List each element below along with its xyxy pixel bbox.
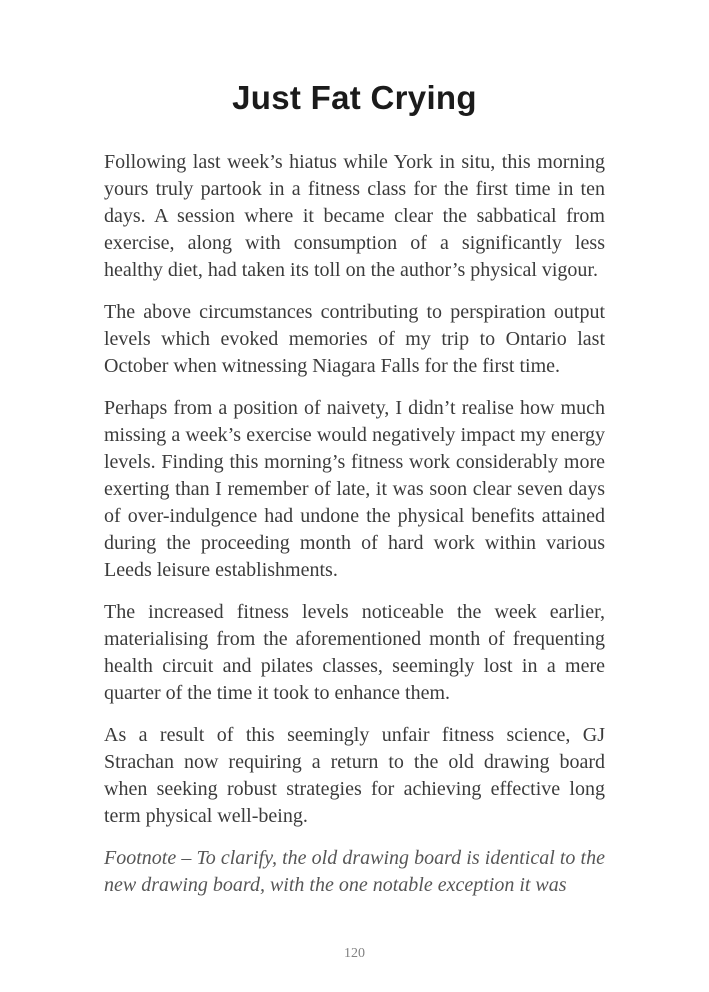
page-number: 120: [344, 946, 365, 961]
paragraph-2: The above circumstances contributing to perspiration output levels which evoked memories of my trip to Ontario last October when witnessing Niagara Falls for the first time.: [104, 301, 605, 377]
paragraph-4: The increased fitness levels noticeable the week earlier, materialising from the aforementioned month of frequenting health circuit and pilates classes, seemingly lost in a mere quarter of the time it took to enhance them.: [104, 601, 605, 704]
paragraph-5: As a result of this seemingly unfair fitness science, GJ Strachan now requiring a return to the old drawing board when seeking robust strategies for achieving effective long term physical well-being.: [104, 724, 605, 827]
page-footer: [0, 944, 709, 962]
paragraph-1: Following last week’s hiatus while York in situ, this morning yours truly partook in a fitness class for the first time in ten days. A session where it became clear the sabbatical from exercise, along with consumption of a significantly less healthy diet, had taken its toll on the author’s physical vigour.: [104, 151, 605, 281]
page-title: Just Fat Crying: [232, 79, 477, 116]
footnote-paragraph: Footnote – To clarify, the old drawing board is identical to the new drawing board, with the one notable exception it was: [104, 847, 605, 896]
paragraph-3: Perhaps from a position of naivety, I didn’t realise how much missing a week’s exercise would negatively impact my energy levels. Finding this morning’s fitness work considerably more exerting than I remember of late, it was soon clear seven days of over-indulgence had undone the physical benefits attained during the proceeding month of hard work within various Leeds leisure establishments.: [104, 397, 605, 581]
